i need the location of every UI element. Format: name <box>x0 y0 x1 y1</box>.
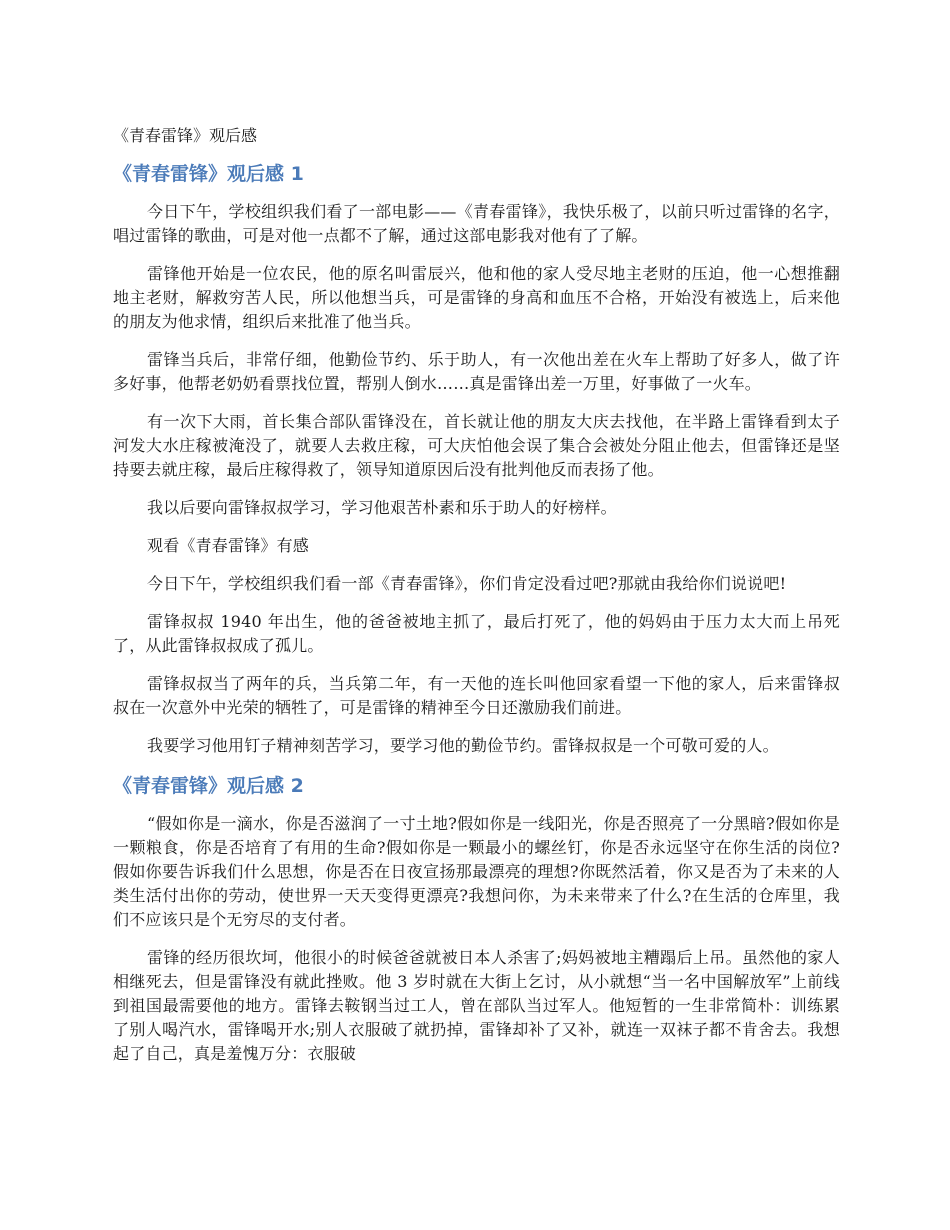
paragraph: 雷锋当兵后，非常仔细，他勤俭节约、乐于助人，有一次他出差在火车上帮助了好多人，做了许多好事，他帮老奶奶看票找位置，帮别人倒水……真是雷锋出差一万里，好事做了一火车。 <box>113 350 840 393</box>
document-title: 《青春雷锋》观后感 <box>113 126 258 145</box>
paragraph: 雷锋的经历很坎坷，他很小的时候爸爸就被日本人杀害了;妈妈被地主糟蹋后上吊。虽然他的家人相继死去，但是雷锋没有就此挫败。他 3 岁时就在大街上乞讨，从小就想“当一名中国解放军”上前线到祖国最需要他的地方。雷锋去鞍钢当过工人，曾在部队当过军人。他短暂的一生非常简朴：训练累了别人喝汽水，雷锋喝开水;别人衣服破了就扔掉，雷锋却补了又补，就连一双袜子都不肯舍去。我想起了自己，真是羞愧万分：衣服破 <box>113 948 840 1063</box>
section-heading: 《青春雷锋》观后感 1 <box>113 163 304 185</box>
paragraph: “假如你是一滴水，你是否滋润了一寸土地?假如你是一线阳光，你是否照亮了一分黑暗?假如你是一颗粮食，你是否培育了有用的生命?假如你是一颗最小的螺丝钉，你是否永远坚守在你生活的岗位?假如你要告诉我们什么思想，你是否在日夜宣扬那最漂亮的理想?你既然活着，你又是否为了未来的人类生活付出你的劳动，使世界一天天变得更漂亮?我想问你，为未来带来了什么?在生活的仓库里，我们不应该只是个无穷尽的支付者。 <box>113 814 840 929</box>
section-1 <box>113 160 840 758</box>
subtitle-paragraph: 观看《青春雷锋》有感 <box>147 536 310 555</box>
document-page <box>113 124 840 1080</box>
paragraph: 雷锋叔叔当了两年的兵，当兵第二年，有一天他的连长叫他回家看望一下他的家人，后来雷锋叔叔在一次意外中光荣的牺牲了，可是雷锋的精神至今日还激励我们前进。 <box>113 674 840 717</box>
paragraph: 我以后要向雷锋叔叔学习，学习他艰苦朴素和乐于助人的好榜样。 <box>147 498 617 517</box>
paragraph: 今日下午，学校组织我们看了一部电影——《青春雷锋》，我快乐极了，以前只听过雷锋的名字，唱过雷锋的歌曲，可是对他一点都不了解，通过这部电影我对他有了了解。 <box>113 202 840 245</box>
paragraph: 我要学习他用钉子精神刻苦学习，要学习他的勤俭节约。雷锋叔叔是一个可敬可爱的人。 <box>147 736 779 755</box>
paragraph: 有一次下大雨，首长集合部队雷锋没在，首长就让他的朋友大庆去找他，在半路上雷锋看到太子河发大水庄稼被淹没了，就要人去救庄稼，可大庆怕他会误了集合会被处分阻止他去，但雷锋还是坚持要去就庄稼，最后庄稼得救了，领导知道原因后没有批判他反而表扬了他。 <box>113 412 840 479</box>
section-2 <box>113 772 840 1066</box>
paragraph: 雷锋他开始是一位农民，他的原名叫雷辰兴，他和他的家人受尽地主老财的压迫，他一心想推翻地主老财，解救穷苦人民，所以他想当兵，可是雷锋的身高和血压不合格，开始没有被选上，后来他的朋友为他求情，组织后来批准了他当兵。 <box>113 264 840 331</box>
section-heading: 《青春雷锋》观后感 2 <box>113 775 304 797</box>
paragraph: 雷锋叔叔 1940 年出生，他的爸爸被地主抓了，最后打死了，他的妈妈由于压力太大而上吊死了，从此雷锋叔叔成了孤儿。 <box>113 612 840 655</box>
paragraph: 今日下午，学校组织我们看一部《青春雷锋》，你们肯定没看过吧?那就由我给你们说说吧! <box>147 574 787 593</box>
